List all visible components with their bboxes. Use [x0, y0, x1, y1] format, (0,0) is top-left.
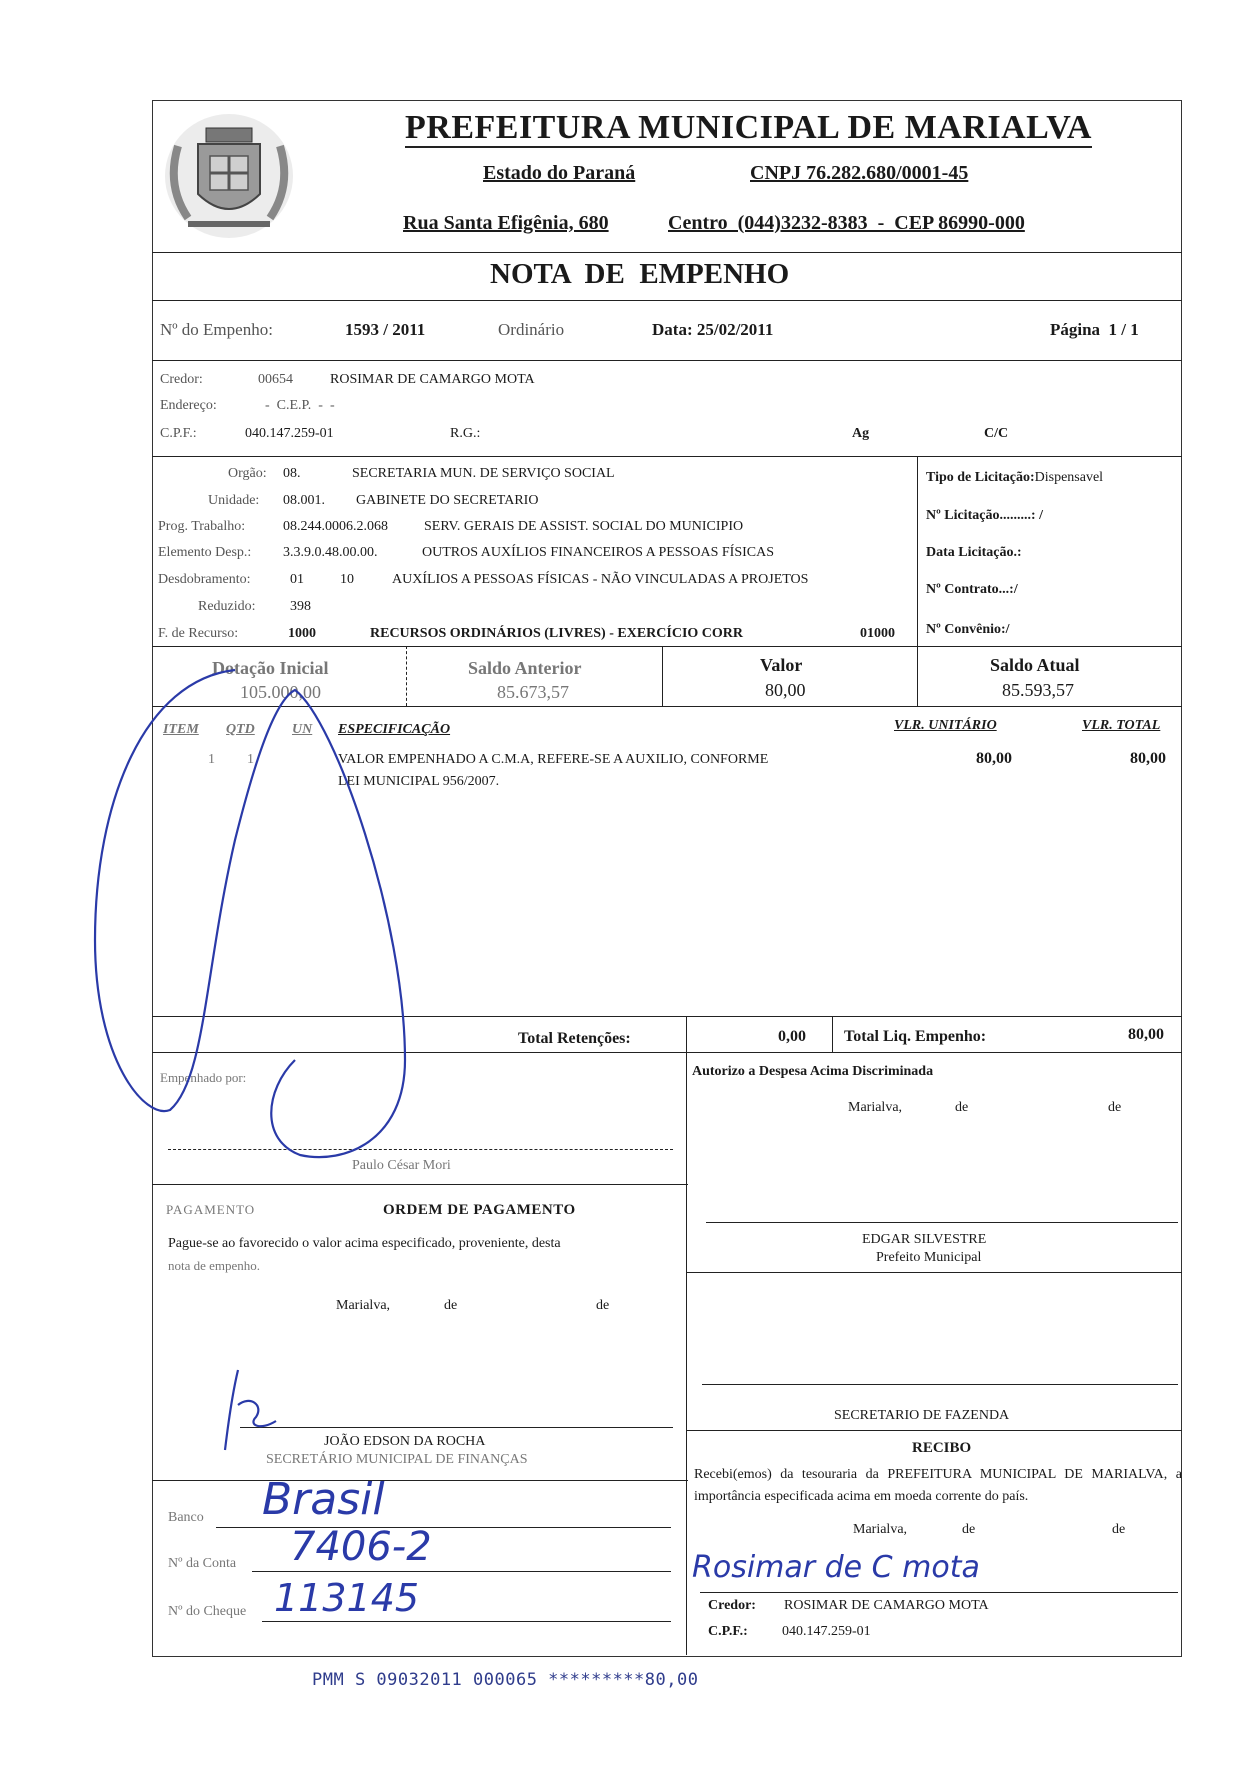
- municipality-title: PREFEITURA MUNICIPAL DE MARIALVA: [405, 109, 1092, 146]
- empenhado-by: Paulo César Mori: [352, 1158, 451, 1173]
- convenio-number: Nº Convênio:/: [926, 622, 1010, 637]
- recibo-credor-name: ROSIMAR DE CAMARGO MOTA: [784, 1598, 989, 1613]
- col-qtd: QTD: [226, 722, 255, 737]
- autorizo-city: Marialva,: [848, 1100, 903, 1115]
- saldo-atual-value: 85.593,57: [1002, 680, 1074, 700]
- fonte-code-alt: 01000: [860, 626, 895, 641]
- banco-handwritten: Brasil: [262, 1474, 385, 1525]
- secretario-name: JOÃO EDSON DA ROCHA: [324, 1434, 486, 1449]
- empenhado-label: Empenhado por:: [160, 1070, 247, 1085]
- retencoes-label: Total Retenções:: [518, 1030, 631, 1047]
- recibo-text: Recebi(emos) da tesouraria da PREFEITURA MUNICIPAL DE MARIALVA, a importância especificada acima em moeda corrente do país.: [694, 1467, 1182, 1504]
- empenho-type: Ordinário: [498, 320, 565, 339]
- licitacao-number: Nº Licitação.........: /: [926, 508, 1043, 523]
- dotacao-label: Dotação Inicial: [212, 658, 329, 678]
- document-title: NOTA DE EMPENHO: [490, 258, 790, 290]
- reduzido-value: 398: [290, 599, 311, 614]
- orgao-code: 08.: [283, 466, 301, 481]
- tipo-licitacao-label: Tipo de Licitação:: [926, 470, 1035, 485]
- endereco-value: - C.E.P. - -: [265, 398, 335, 413]
- recibo-de-1: de: [962, 1522, 976, 1537]
- recibo-cpf: 040.147.259-01: [782, 1624, 871, 1639]
- unidade-code: 08.001.: [283, 493, 325, 508]
- cheque-handwritten: 113145: [274, 1576, 420, 1620]
- rg-label: R.G.:: [450, 426, 481, 441]
- secretario-title: SECRETÁRIO MUNICIPAL DE FINANÇAS: [266, 1452, 528, 1467]
- tipo-licitacao: [926, 470, 1103, 486]
- fonte-label: F. de Recurso:: [158, 626, 239, 641]
- desdobramento-a: 01: [290, 572, 304, 587]
- prog-desc: SERV. GERAIS DE ASSIST. SOCIAL DO MUNICIPIO: [424, 519, 744, 534]
- pagamento-de-2: de: [596, 1298, 610, 1313]
- cheque-label: Nº do Cheque: [168, 1604, 247, 1619]
- contrato-number: Nº Contrato...:/: [926, 582, 1018, 597]
- cpf-label: C.P.F.:: [160, 426, 197, 441]
- large-oval-scribble: [85, 640, 425, 1180]
- elemento-label: Elemento Desp.:: [158, 545, 252, 560]
- col-unit-value: VLR. UNITÁRIO: [894, 718, 997, 733]
- desdobramento-b: 10: [340, 572, 354, 587]
- saldo-anterior-label: Saldo Anterior: [468, 658, 582, 678]
- credor-signature: Rosimar de C mota: [692, 1550, 980, 1585]
- valor-value: 80,00: [765, 680, 806, 700]
- prog-code: 08.244.0006.2.068: [283, 519, 388, 534]
- fazenda-label: SECRETARIO DE FAZENDA: [834, 1408, 1010, 1423]
- valor-label: Valor: [760, 655, 803, 675]
- elemento-code: 3.3.9.0.48.00.00.: [283, 545, 378, 560]
- pagamento-de-1: de: [444, 1298, 458, 1313]
- recibo-cpf-label: C.P.F.:: [708, 1624, 748, 1639]
- desdobramento-label: Desdobramento:: [158, 572, 251, 587]
- coat-of-arms-logo: [158, 106, 300, 242]
- fonte-desc: RECURSOS ORDINÁRIOS (LIVRES) - EXERCÍCIO CORR: [370, 626, 743, 641]
- prefeito-name: EDGAR SILVESTRE: [862, 1232, 987, 1247]
- credor-cpf: 040.147.259-01: [245, 426, 334, 441]
- pagamento-label: PAGAMENTO: [166, 1202, 256, 1217]
- conta-handwritten: 7406-2: [290, 1524, 432, 1570]
- saldo-anterior-value: 85.673,57: [497, 682, 569, 702]
- banco-label: Banco: [168, 1510, 204, 1525]
- liquido-value: 80,00: [1128, 1026, 1164, 1043]
- licitacao-date: Data Licitação.:: [926, 545, 1022, 560]
- desdobramento-desc: AUXÍLIOS A PESSOAS FÍSICAS - NÃO VINCULADAS A PROJETOS: [392, 572, 809, 587]
- conta-label: Nº da Conta: [168, 1556, 237, 1571]
- unidade-desc: GABINETE DO SECRETARIO: [356, 493, 539, 508]
- payment-stamp: PMM S 09032011 000065 *********80,00: [312, 1670, 699, 1690]
- pagamento-text-2: nota de empenho.: [168, 1258, 261, 1273]
- col-item: ITEM: [163, 722, 199, 737]
- row-total-value: 80,00: [1130, 750, 1166, 767]
- district-phone-cep: Centro (044)3232-8383 - CEP 86990-000: [668, 212, 1025, 234]
- cnpj: CNPJ 76.282.680/0001-45: [750, 162, 969, 184]
- prog-label: Prog. Trabalho:: [158, 519, 246, 534]
- col-un: UN: [292, 722, 313, 737]
- row-unit-value: 80,00: [976, 750, 1012, 767]
- ordem-pagamento: ORDEM DE PAGAMENTO: [383, 1202, 576, 1218]
- credor-label: Credor:: [160, 372, 203, 387]
- fonte-code: 1000: [288, 626, 316, 641]
- elemento-desc: OUTROS AUXÍLIOS FINANCEIROS A PESSOAS FÍSICAS: [422, 545, 775, 560]
- empenho-label: Nº do Empenho:: [160, 320, 273, 339]
- pagamento-text-1: Pague-se ao favorecido o valor acima especificado, proveniente, desta: [168, 1236, 561, 1251]
- recibo-title: RECIBO: [912, 1440, 972, 1456]
- prefeito-title: Prefeito Municipal: [876, 1250, 982, 1265]
- state-name: Estado do Paraná: [483, 162, 636, 184]
- unidade-label: Unidade:: [208, 493, 260, 508]
- ag-label: Ag: [852, 426, 870, 441]
- dotacao-value: 105.000,00: [240, 682, 321, 702]
- street-address: Rua Santa Efigênia, 680: [403, 212, 609, 234]
- endereco-label: Endereço:: [160, 398, 217, 413]
- row-spec-line-2: LEI MUNICIPAL 956/2007.: [338, 774, 500, 789]
- autorizo-de-2: de: [1108, 1100, 1122, 1115]
- orgao-label: Orgão:: [228, 466, 267, 481]
- credor-code: 00654: [258, 372, 293, 387]
- recibo-city: Marialva,: [853, 1522, 908, 1537]
- empenho-date: Data: 25/02/2011: [652, 320, 774, 339]
- retencoes-value: 0,00: [778, 1028, 806, 1045]
- saldo-atual-label: Saldo Atual: [990, 655, 1080, 675]
- autorizo-text: Autorizo a Despesa Acima Discriminada: [692, 1064, 934, 1079]
- orgao-desc: SECRETARIA MUN. DE SERVIÇO SOCIAL: [352, 466, 615, 481]
- rubric-scribble: [220, 1365, 280, 1455]
- tipo-licitacao-value: Dispensavel: [1034, 470, 1104, 485]
- col-total-value: VLR. TOTAL: [1082, 718, 1161, 733]
- liquido-label: Total Liq. Empenho:: [844, 1028, 987, 1045]
- row-item: 1: [208, 752, 215, 767]
- reduzido-label: Reduzido:: [198, 599, 256, 614]
- empenho-number: 1593 / 2011: [345, 320, 426, 339]
- credor-name: ROSIMAR DE CAMARGO MOTA: [330, 372, 535, 387]
- row-qtd: 1: [247, 752, 254, 767]
- autorizo-de-1: de: [955, 1100, 969, 1115]
- recibo-de-2: de: [1112, 1522, 1126, 1537]
- col-specification: ESPECIFICAÇÃO: [338, 722, 451, 737]
- cc-label: C/C: [984, 426, 1009, 441]
- recibo-credor-label: Credor:: [708, 1598, 756, 1613]
- pagamento-city: Marialva,: [336, 1298, 391, 1313]
- page-number: Página 1 / 1: [1050, 320, 1139, 339]
- row-spec-line-1: VALOR EMPENHADO A C.M.A, REFERE-SE A AUXILIO, CONFORME: [338, 752, 769, 767]
